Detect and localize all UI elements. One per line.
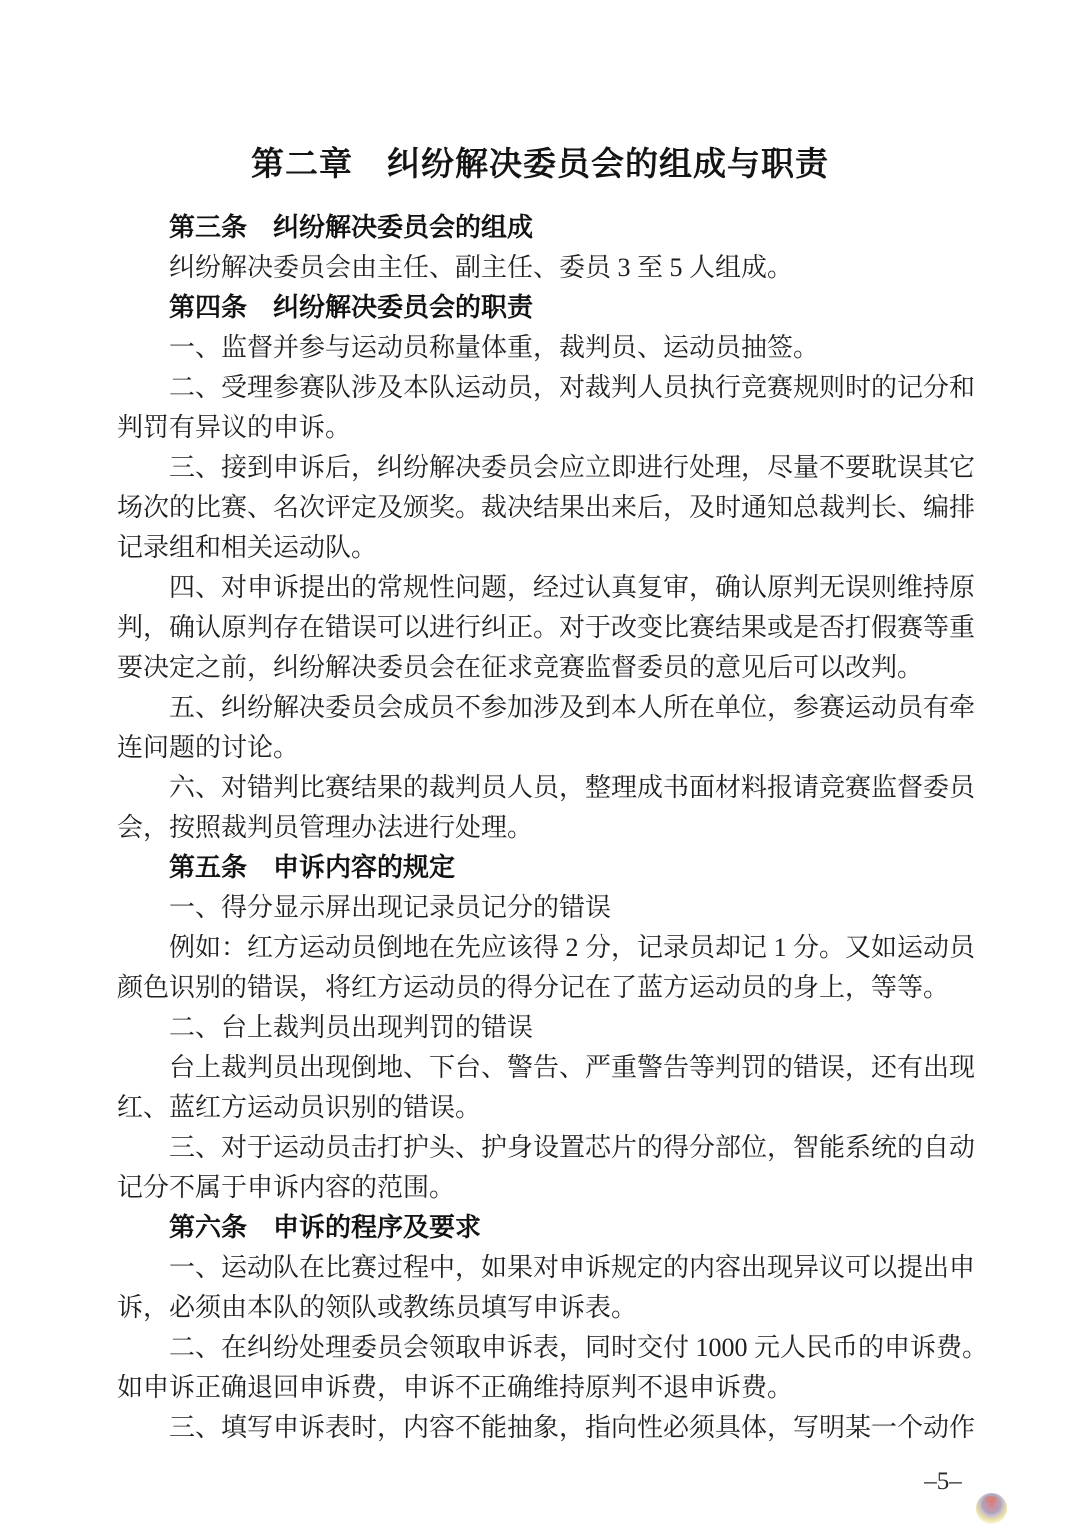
body-text-line: 四、对申诉提出的常规性问题，经过认真复审，确认原判无误则维持原 bbox=[169, 573, 976, 602]
body-text-line: 记分不属于申诉内容的范围。 bbox=[117, 1173, 456, 1202]
body-text-line: 红、蓝红方运动员识别的错误。 bbox=[117, 1093, 482, 1122]
chapter-title: 第二章 纠纷解决委员会的组成与职责 bbox=[251, 147, 829, 183]
body-text-line: 二、台上裁判员出现判罚的错误 bbox=[169, 1013, 534, 1042]
body-text-line: 三、填写申诉表时，内容不能抽象，指向性必须具体，写明某一个动作 bbox=[169, 1413, 976, 1442]
article-heading: 第三条 纠纷解决委员会的组成 bbox=[169, 213, 534, 242]
body-text-line: 判罚有异议的申诉。 bbox=[117, 413, 352, 442]
body-text-line: 一、运动队在比赛过程中，如果对申诉规定的内容出现异议可以提出申 bbox=[169, 1253, 976, 1282]
article-heading: 第四条 纠纷解决委员会的职责 bbox=[169, 293, 534, 322]
body-text-line: 要决定之前，纠纷解决委员会在征求竞赛监督委员的意见后可以改判。 bbox=[117, 653, 924, 682]
seal-stamp-icon bbox=[976, 1493, 1007, 1524]
body-text-line: 一、得分显示屏出现记录员记分的错误 bbox=[169, 893, 612, 922]
body-text-line: 六、对错判比赛结果的裁判员人员，整理成书面材料报请竞赛监督委员 bbox=[169, 773, 976, 802]
body-text-line: 二、在纠纷处理委员会领取申诉表，同时交付 1000 元人民币的申诉费。 bbox=[169, 1333, 989, 1362]
document-body bbox=[117, 208, 987, 1448]
article-heading: 第六条 申诉的程序及要求 bbox=[169, 1213, 482, 1242]
body-text-line: 会，按照裁判员管理办法进行处理。 bbox=[117, 813, 534, 842]
body-text-line: 连问题的讨论。 bbox=[117, 733, 300, 762]
body-text-line: 纠纷解决委员会由主任、副主任、委员 3 至 5 人组成。 bbox=[169, 253, 794, 282]
body-text-line: 判，确认原判存在错误可以进行纠正。对于改变比赛结果或是否打假赛等重 bbox=[117, 613, 976, 642]
body-text-line: 五、纠纷解决委员会成员不参加涉及到本人所在单位，参赛运动员有牵 bbox=[169, 693, 976, 722]
body-text-line: 诉，必须由本队的领队或教练员填写申诉表。 bbox=[117, 1293, 638, 1322]
body-text-line: 二、受理参赛队涉及本队运动员，对裁判人员执行竞赛规则时的记分和 bbox=[169, 373, 976, 402]
body-text-line: 场次的比赛、名次评定及颁奖。裁决结果出来后，及时通知总裁判长、编排 bbox=[117, 493, 976, 522]
body-text-line: 三、接到申诉后，纠纷解决委员会应立即进行处理，尽量不要耽误其它 bbox=[169, 453, 976, 482]
body-text-line: 如申诉正确退回申诉费，申诉不正确维持原判不退申诉费。 bbox=[117, 1373, 794, 1402]
body-text-line: 一、监督并参与运动员称量体重，裁判员、运动员抽签。 bbox=[169, 333, 820, 362]
body-text-line: 颜色识别的错误，将红方运动员的得分记在了蓝方运动员的身上，等等。 bbox=[117, 973, 950, 1002]
body-text-line: 三、对于运动员击打护头、护身设置芯片的得分部位，智能系统的自动 bbox=[169, 1133, 976, 1162]
page-number: –5– bbox=[924, 1468, 962, 1495]
body-text-line: 台上裁判员出现倒地、下台、警告、严重警告等判罚的错误，还有出现 bbox=[169, 1053, 976, 1082]
article-heading: 第五条 申诉内容的规定 bbox=[169, 853, 456, 882]
body-text-line: 例如：红方运动员倒地在先应该得 2 分，记录员却记 1 分。又如运动员 bbox=[169, 933, 976, 962]
body-text-line: 记录组和相关运动队。 bbox=[117, 533, 378, 562]
